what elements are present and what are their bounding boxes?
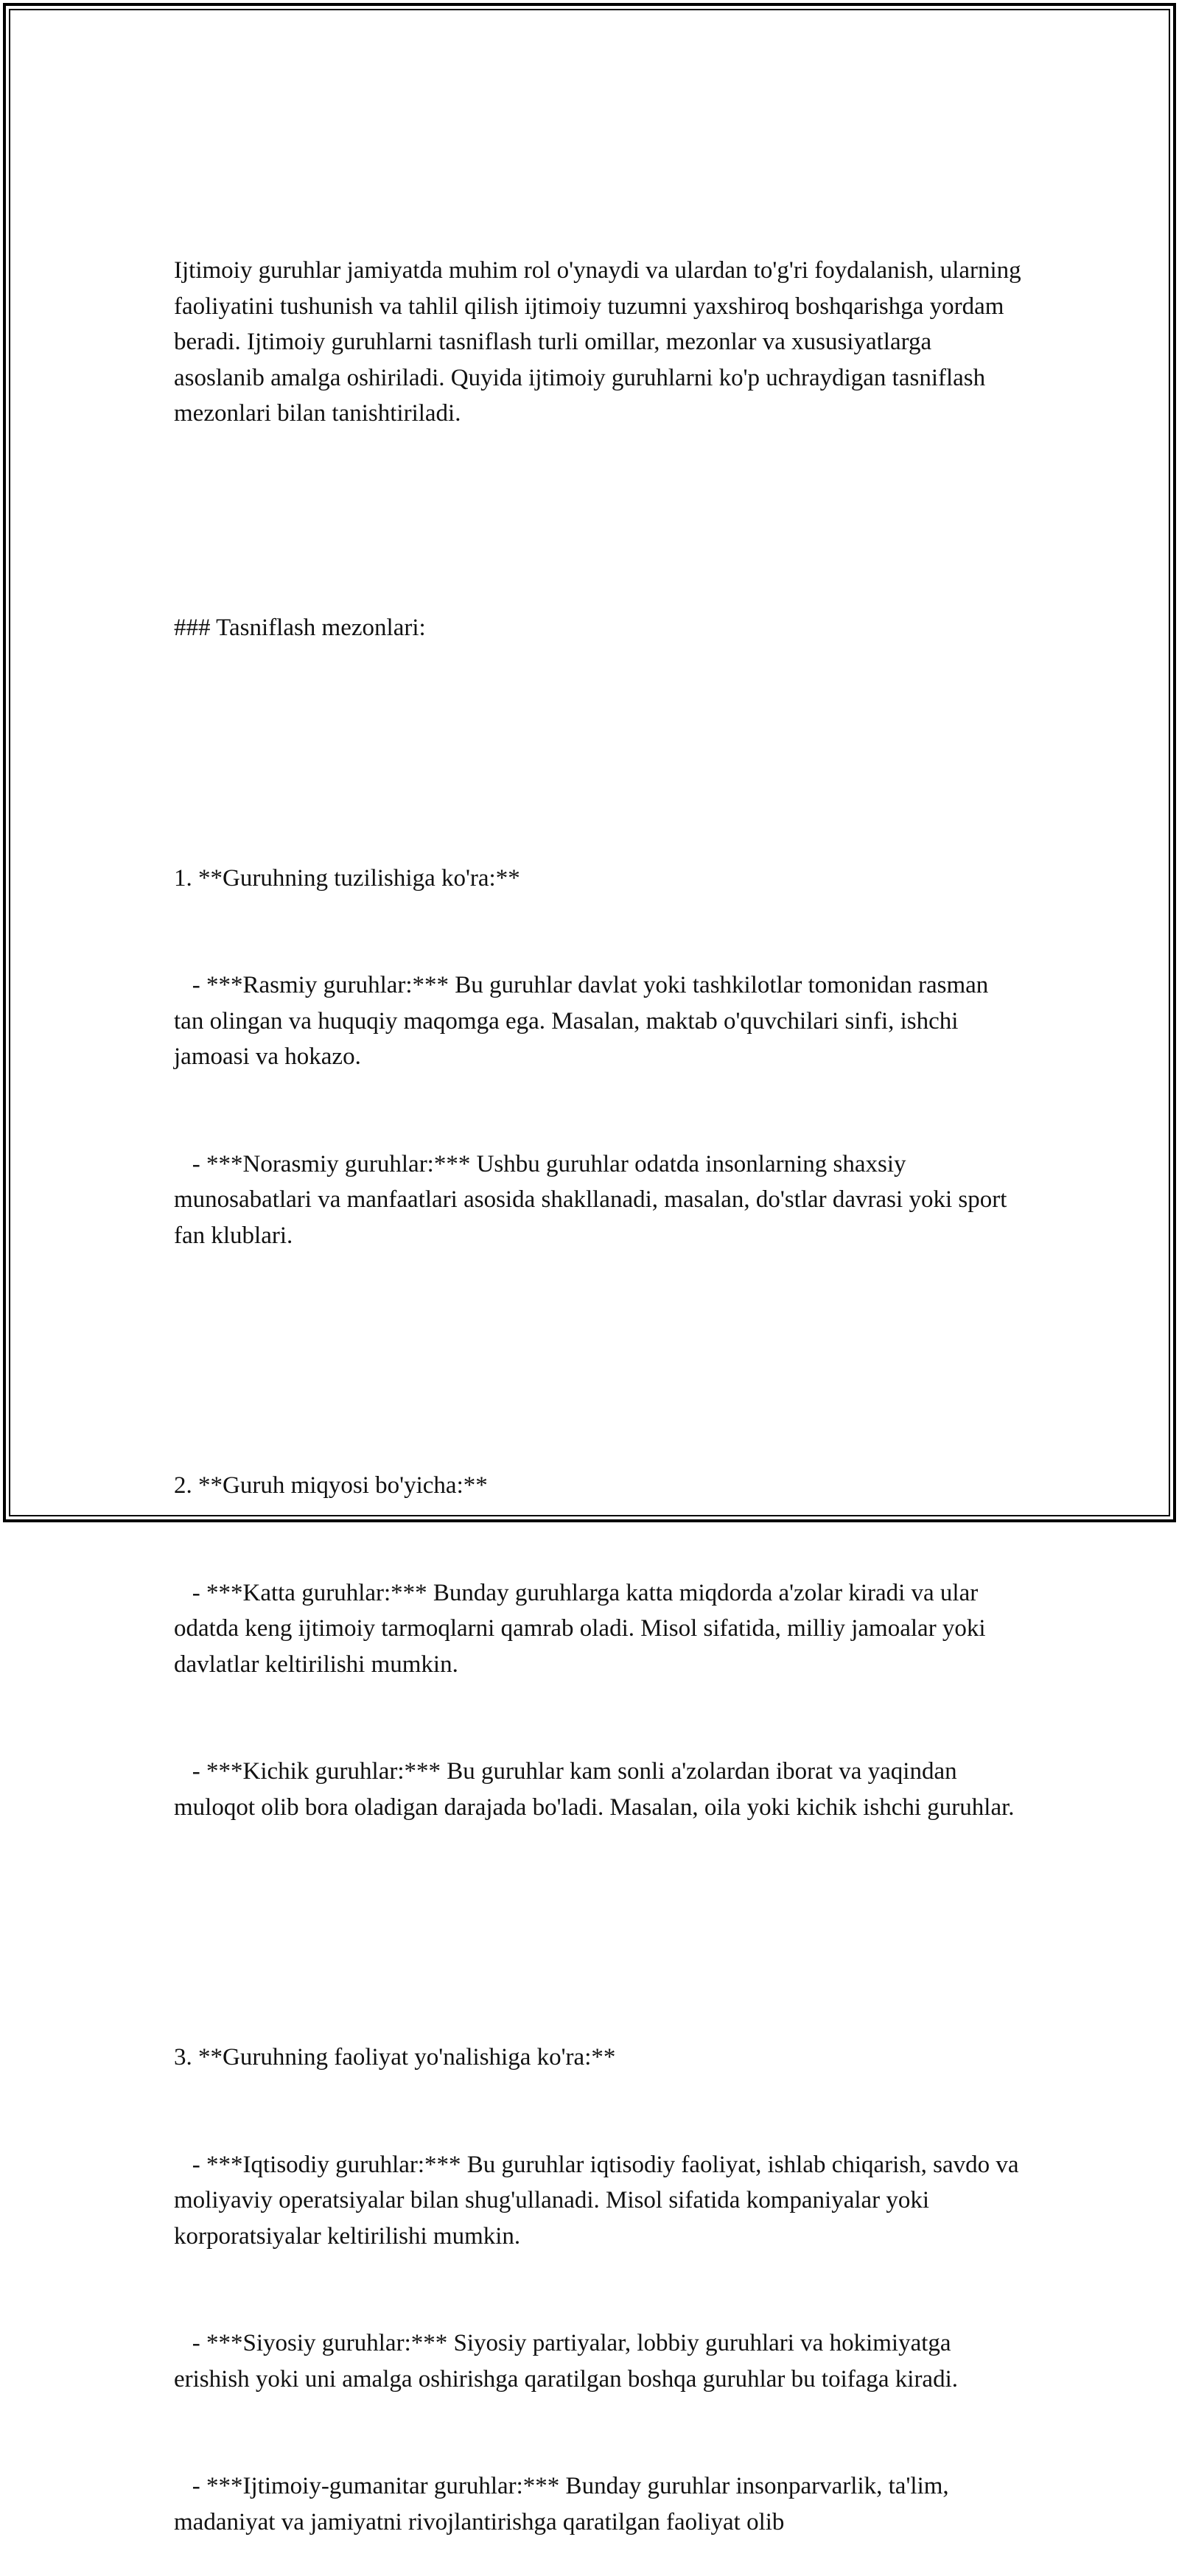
list-item: - ***Kichik guruhlar:*** Bu guruhlar kam sonli a'zolardan iborat va yaqindan muloqot olib bora oladigan darajada bo'ladi. Masalan, oila yoki kichik ishchi guruhlar. <box>174 1758 1015 1821</box>
list-item: - ***Siyosiy guruhlar:*** Siyosiy partiyalar, lobbiy guruhlari va hokimiyatga erishish yoki uni amalga oshirishga qaratilgan boshqa guruhlar bu toifaga kiradi. <box>174 2330 958 2393</box>
list-item: - ***Iqtisodiy guruhlar:*** Bu guruhlar iqtisodiy faoliyat, ishlab chiqarish, savdo va moliyaviy operatsiyalar bilan shug'ullanadi. Misol sifatida kompaniyalar yoki korporatsiyalar keltirilishi mumkin. <box>174 2151 1025 2250</box>
list-item: - ***Norasmiy guruhlar:*** Ushbu guruhlar odatda insonlarning shaxsiy munosabatlari va manfaatlari asosida shakllanadi, masalan, do'stlar davrasi yoki sport fan klublari. <box>174 1150 1013 1249</box>
spacer <box>174 718 1021 754</box>
list-item: - ***Rasmiy guruhlar:*** Bu guruhlar davlat yoki tashkilotlar tomonidan rasman tan olingan va huquqiy maqomga ega. Masalan, maktab o'quvchilari sinfi, ishchi jamoasi va hokazo. <box>174 972 995 1070</box>
spacer <box>174 1325 1021 1361</box>
list-title: 3. **Guruhning faoliyat yo'nalishiga ko'ra:** <box>174 2044 616 2071</box>
list-item: - ***Ijtimoiy-gumanitar guruhlar:*** Bunday guruhlar insonparvarlik, ta'lim, madaniyat va jamiyatni rivojlantirishga qaratilgan faoliyat olib <box>174 2473 955 2535</box>
list-title: 1. **Guruhning tuzilishiga ko'ra:** <box>174 864 520 892</box>
spacer <box>174 1897 1021 1933</box>
list-title: 2. **Guruh miqyosi bo'yicha:** <box>174 1472 488 1499</box>
list-item: - ***Katta guruhlar:*** Bunday guruhlarga katta miqdorda a'zolar kiradi va ular odatda keng ijtimoiy tarmoqlarni qamrab oladi. Misol sifatida, milliy jamoalar yoki davlatlar keltirilishi mumkin. <box>174 1579 992 1678</box>
spacer <box>174 503 1021 539</box>
document-body <box>174 181 1027 2576</box>
section-heading: ### Tasniflash mezonlari: <box>174 615 426 641</box>
intro-paragraph: Ijtimoiy guruhlar jamiyatda muhim rol o'ynaydi va ulardan to'g'ri foydalanish, ularning faoliyatini tushunish va tahlil qilish ijtimoiy tuzumni yaxshiroq boshqarishga yordam beradi. Ijtimoiy guruhlarni tasniflash turli omillar, mezonlar va xususiyatlarga asoslanib amalga oshiriladi. Quyida ijtimoiy guruhlarni ko'p uchraydigan tasniflash mezonlari bilan tanishtiriladi. <box>174 257 1027 427</box>
